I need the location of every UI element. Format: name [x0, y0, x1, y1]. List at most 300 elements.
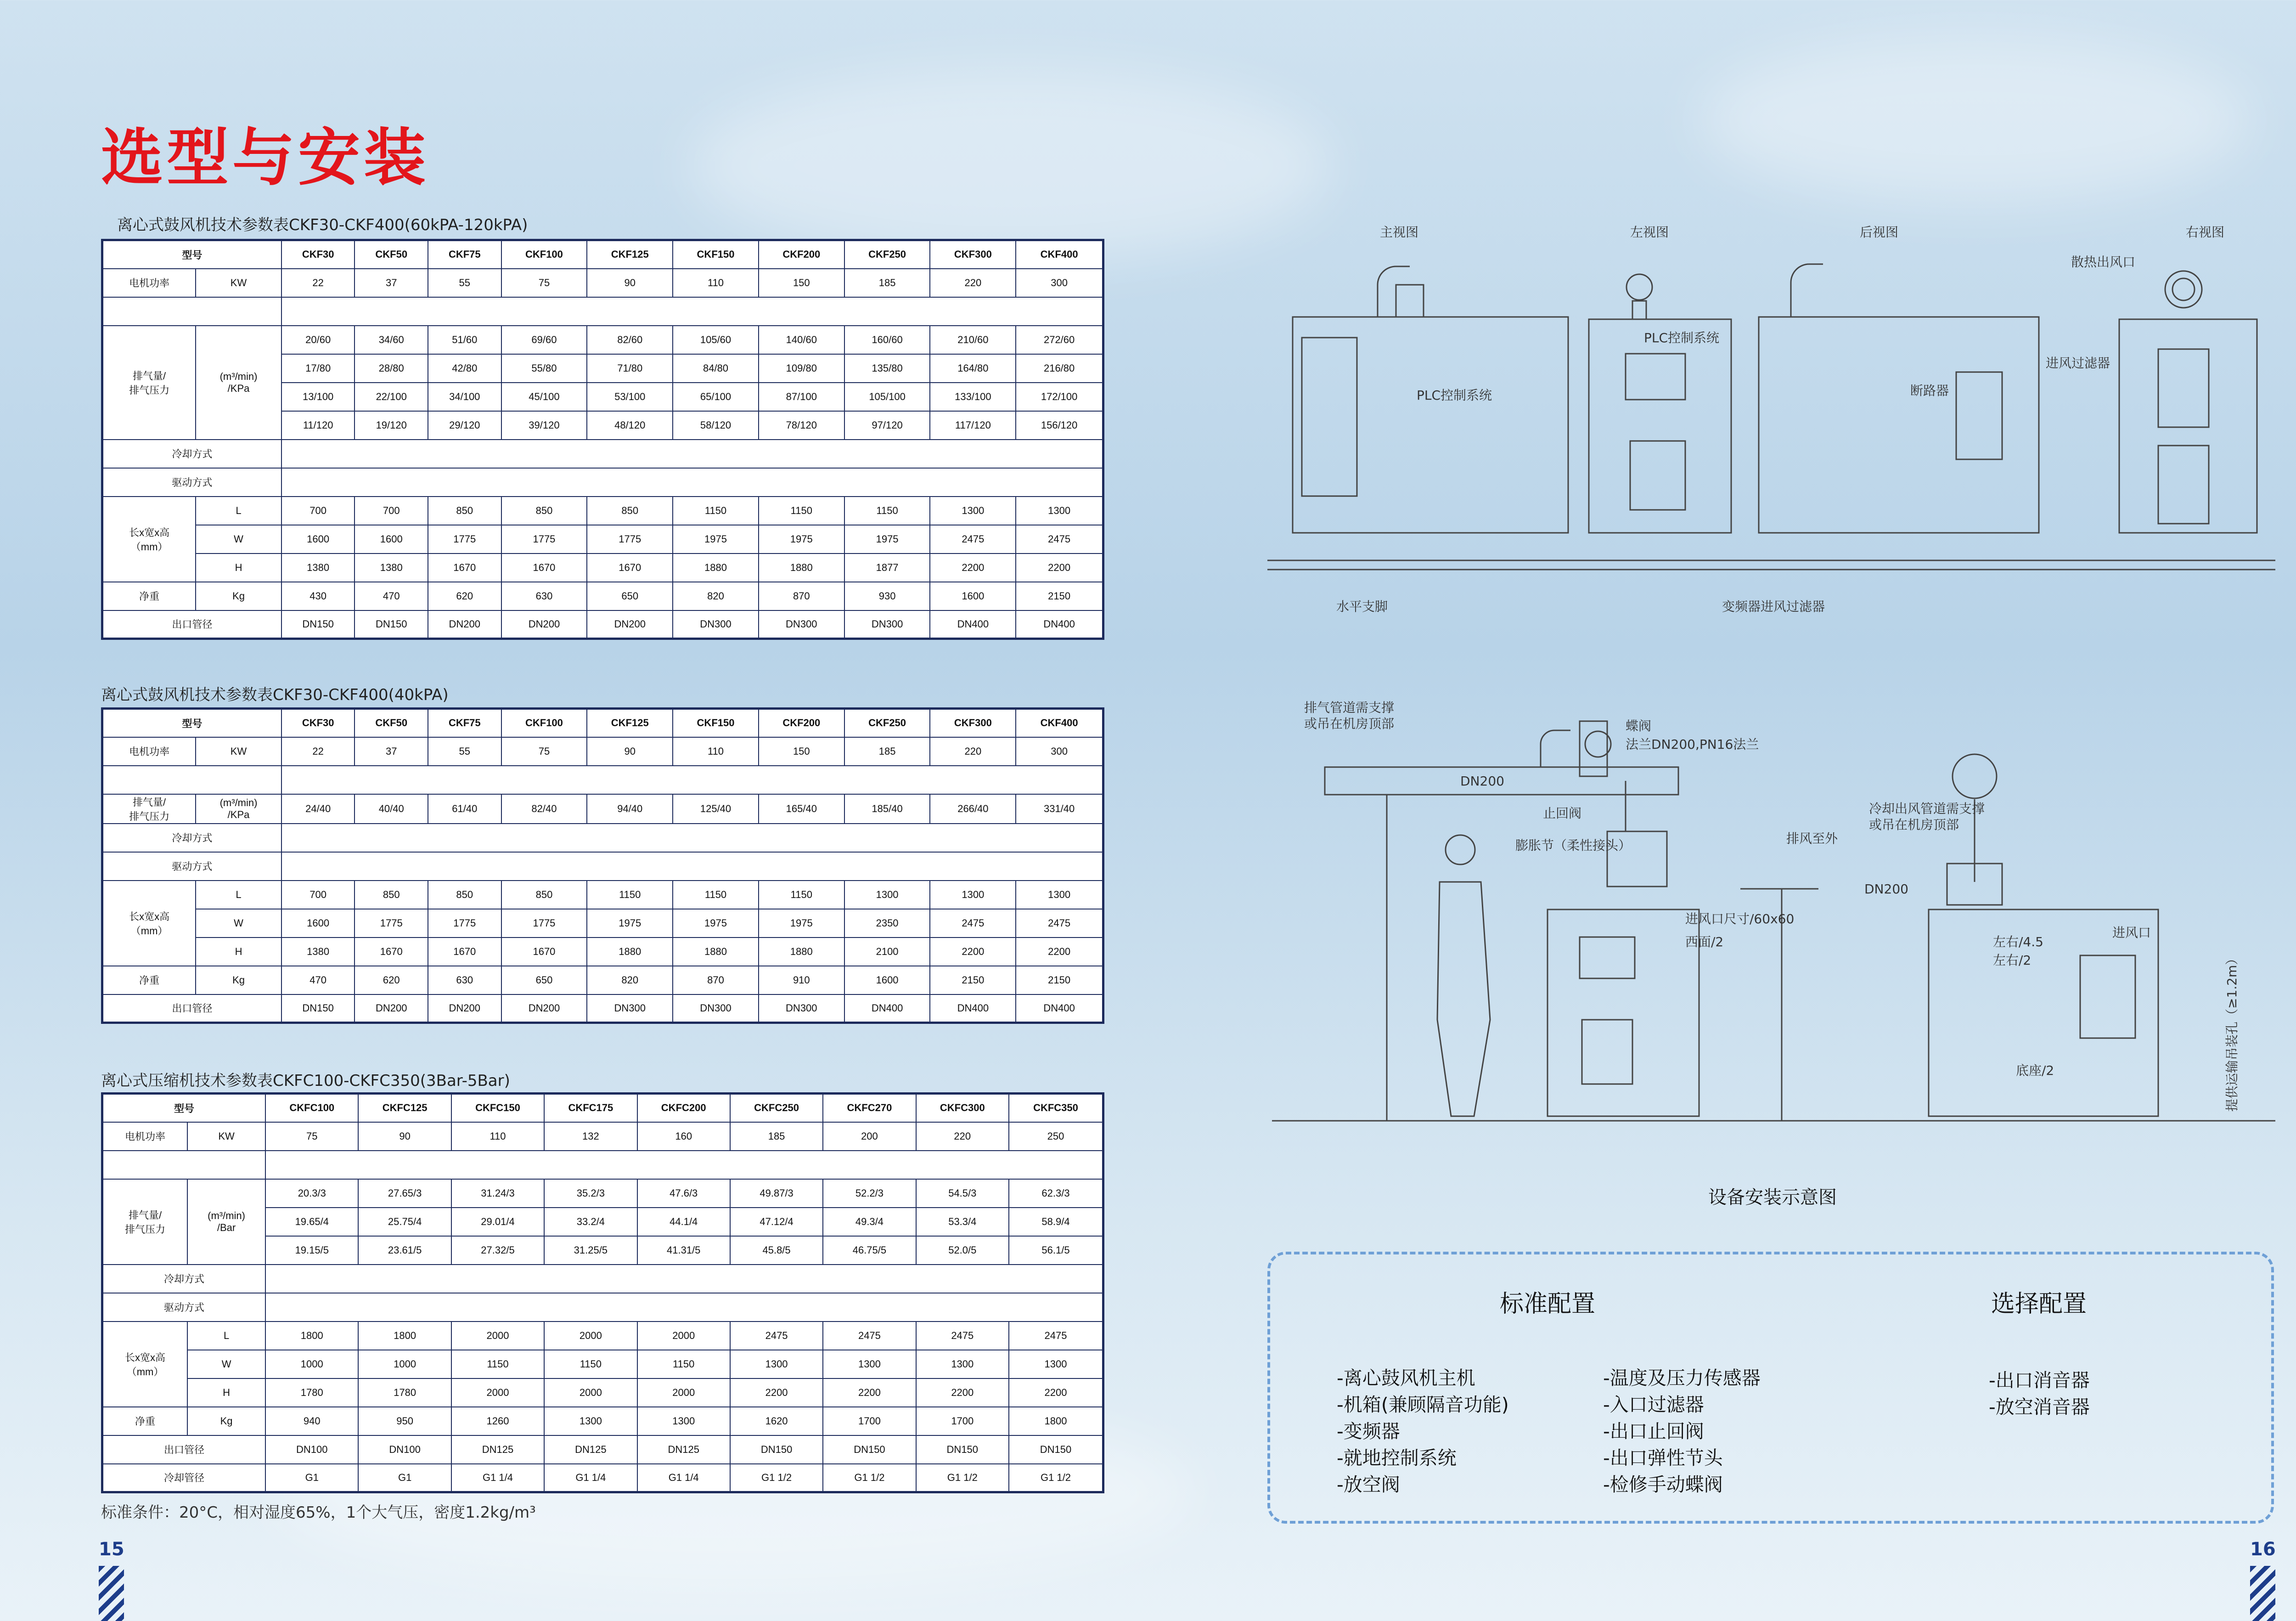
- col-header: CKF300: [930, 240, 1016, 269]
- flow-cell: 71/80: [587, 354, 673, 383]
- dimension-cell: 2200: [1016, 938, 1103, 966]
- outlet-label: 出口管径: [102, 1435, 266, 1464]
- motor-cell: 90: [587, 269, 673, 297]
- flow-label: [102, 326, 196, 440]
- dimension-cell: 1300: [1016, 497, 1103, 525]
- flow-cell: 13/100: [281, 383, 355, 411]
- outlet-cell: DN300: [759, 994, 844, 1023]
- dimension-cell: 1800: [265, 1322, 358, 1350]
- col-header: CKF30: [281, 709, 355, 737]
- weight-cell: 630: [501, 582, 587, 610]
- table-row: [102, 610, 1103, 639]
- weight-cell: 2150: [1016, 582, 1103, 610]
- flow-cell: 58/120: [673, 411, 759, 440]
- dimension-cell: 1150: [587, 881, 673, 909]
- cooling-pipe-cell: G1 1/2: [1009, 1464, 1103, 1492]
- col-header: CKF30: [281, 240, 355, 269]
- weight-cell: 630: [428, 966, 501, 994]
- cooling-label: 冷却方式: [102, 1265, 266, 1293]
- motor-cell: 55: [428, 737, 501, 766]
- flow-cell: 105/60: [673, 326, 759, 354]
- diagram-caption: 设备安装示意图: [1708, 1187, 1837, 1208]
- motor-cell: 250: [1009, 1122, 1103, 1151]
- outlet-cell: DN200: [428, 994, 501, 1023]
- outlet-cell: DN300: [587, 994, 673, 1023]
- col-header: CKFC125: [358, 1094, 451, 1122]
- label-check-valve: 止回阀: [1543, 806, 1582, 821]
- standard-config-list-2: [1603, 1365, 1761, 1498]
- flow-cell: 105/100: [844, 383, 930, 411]
- table-row: [102, 1322, 1103, 1350]
- col-header: CKF300: [930, 709, 1016, 737]
- col-header: CKF150: [673, 709, 759, 737]
- table-row: [102, 1350, 1103, 1378]
- motor-cell: 220: [916, 1122, 1009, 1151]
- flow-cell: 45/100: [501, 383, 587, 411]
- flow-cell: 117/120: [930, 411, 1016, 440]
- dimension-cell: 700: [355, 497, 428, 525]
- table-row: [102, 497, 1103, 525]
- table-row: [102, 1179, 1103, 1208]
- dimension-cell: 1150: [759, 497, 844, 525]
- table-row: [102, 766, 1103, 794]
- dimension-cell: 1670: [501, 554, 587, 582]
- motor-cell: 110: [451, 1122, 544, 1151]
- spacer-value: [281, 766, 1103, 794]
- dimension-cell: 700: [281, 881, 355, 909]
- table-row: [102, 1464, 1103, 1492]
- dimension-label: [102, 497, 196, 582]
- motor-cell: 37: [355, 737, 428, 766]
- dimension-cell: 2200: [930, 554, 1016, 582]
- flow-unit-line-2: /KPa: [227, 382, 250, 394]
- dimension-cell: 1775: [355, 909, 428, 938]
- table3-caption: 离心式压缩机技术参数表CKFC100-CKFC350(3Bar-5Bar): [101, 1072, 510, 1090]
- flow-cell: 82/60: [587, 326, 673, 354]
- dimension-cell: 1975: [673, 525, 759, 554]
- outlet-cell: DN150: [823, 1435, 916, 1464]
- dimension-label-line-1: 长x宽x高: [129, 910, 170, 922]
- col-header-model: 型号: [102, 240, 281, 269]
- outlet-cell: DN100: [265, 1435, 358, 1464]
- dimension-cell: 1880: [673, 554, 759, 582]
- col-header: CKFC200: [637, 1094, 730, 1122]
- motor-cell: 37: [355, 269, 428, 297]
- dimension-cell: 2350: [844, 909, 930, 938]
- flow-cell: 55/80: [501, 354, 587, 383]
- dimension-cell: 1150: [544, 1350, 637, 1378]
- dimension-cell: 2200: [916, 1378, 1009, 1407]
- motor-cell: 150: [759, 737, 844, 766]
- table-row: [102, 440, 1103, 468]
- dimension-cell: 1150: [451, 1350, 544, 1378]
- standard-config-title: 标准配置: [1500, 1290, 1596, 1318]
- flow-cell: 61/40: [428, 794, 501, 824]
- flow-label: [102, 1179, 188, 1265]
- spacer-value: [281, 297, 1103, 326]
- flow-cell: 47.12/4: [730, 1208, 823, 1236]
- dimension-cell: 850: [501, 497, 587, 525]
- flow-cell: 19.65/4: [265, 1208, 358, 1236]
- flow-cell: 109/80: [759, 354, 844, 383]
- outlet-cell: DN300: [759, 610, 844, 639]
- table-row: [102, 1293, 1103, 1322]
- dimension-cell: 2200: [1016, 554, 1103, 582]
- dimension-cell: 1880: [673, 938, 759, 966]
- motor-cell: 75: [501, 269, 587, 297]
- flow-cell: 51/60: [428, 326, 501, 354]
- flow-unit-line-1: (m³/min): [219, 370, 258, 382]
- standard-config-item: -离心鼓风机主机: [1337, 1367, 1475, 1389]
- dimension-cell: 1975: [759, 525, 844, 554]
- view-label-back: 后视图: [1860, 225, 1899, 240]
- flow-cell: 65/100: [673, 383, 759, 411]
- table-row: [102, 1435, 1103, 1464]
- flow-cell: 52.2/3: [823, 1179, 916, 1208]
- table1-caption: 离心式鼓风机技术参数表CKF30-CKF400(60kPA-120kPA): [117, 216, 528, 234]
- dimension-cell: 850: [428, 881, 501, 909]
- col-header: CKF400: [1016, 709, 1103, 737]
- flow-cell: 47.6/3: [637, 1179, 730, 1208]
- weight-unit: Kg: [196, 966, 281, 994]
- flow-cell: 156/120: [1016, 411, 1103, 440]
- col-header: CKFC150: [451, 1094, 544, 1122]
- cooling-pipe-cell: G1 1/4: [451, 1464, 544, 1492]
- flow-cell: 23.61/5: [358, 1236, 451, 1265]
- flow-cell: 82/40: [501, 794, 587, 824]
- standard-config-item: -温度及压力传感器: [1603, 1367, 1761, 1389]
- cooling-pipe-cell: G1: [358, 1464, 451, 1492]
- cooling-pipe-cell: G1 1/2: [823, 1464, 916, 1492]
- flow-cell: 19/120: [355, 411, 428, 440]
- flow-label-line-2: 排气压力: [125, 1223, 166, 1235]
- dimension-cell: 1775: [428, 909, 501, 938]
- col-header: CKF100: [501, 709, 587, 737]
- outlet-cell: DN400: [930, 610, 1016, 639]
- dimension-cell: 1150: [673, 497, 759, 525]
- dimension-label-line-2: （mm）: [130, 925, 168, 937]
- col-header: CKF75: [428, 709, 501, 737]
- motor-cell: 22: [281, 737, 355, 766]
- weight-cell: 470: [355, 582, 428, 610]
- outlet-cell: DN100: [358, 1435, 451, 1464]
- flow-label-line-1: 排气量/: [128, 1209, 162, 1221]
- flow-cell: 56.1/5: [1009, 1236, 1103, 1265]
- flow-cell: 41.31/5: [637, 1236, 730, 1265]
- label-flange: 法兰DN200,PN16法兰: [1626, 737, 1759, 752]
- weight-cell: 870: [759, 582, 844, 610]
- standard-config-list-1: [1337, 1365, 1509, 1498]
- weight-cell: 650: [587, 582, 673, 610]
- outlet-cell: DN200: [501, 994, 587, 1023]
- motor-cell: 300: [1016, 737, 1103, 766]
- flow-unit-line-1: (m³/min): [208, 1209, 245, 1221]
- flow-cell: 34/60: [355, 326, 428, 354]
- outlet-cell: DN400: [1016, 610, 1103, 639]
- table-row: [102, 966, 1103, 994]
- flow-cell: 272/60: [1016, 326, 1103, 354]
- flow-cell: 53/100: [587, 383, 673, 411]
- outlet-cell: DN400: [1016, 994, 1103, 1023]
- table-row: [102, 1151, 1103, 1179]
- outlet-label: 出口管径: [102, 610, 281, 639]
- dimension-cell: 2000: [451, 1322, 544, 1350]
- flow-cell: 48/120: [587, 411, 673, 440]
- weight-cell: 940: [265, 1407, 358, 1435]
- dimension-key: L: [187, 1322, 265, 1350]
- label-inlet-filter: 进风过滤器: [2046, 356, 2110, 371]
- outlet-cell: DN300: [673, 994, 759, 1023]
- flow-cell: 78/120: [759, 411, 844, 440]
- flow-cell: 19.15/5: [265, 1236, 358, 1265]
- weight-cell: 2150: [1016, 966, 1103, 994]
- weight-cell: 820: [587, 966, 673, 994]
- weight-cell: 1700: [823, 1407, 916, 1435]
- flow-cell: 28/80: [355, 354, 428, 383]
- drive-label: 驱动方式: [102, 1293, 266, 1322]
- flow-cell: 35.2/3: [544, 1179, 637, 1208]
- label-west-side: 西面/2: [1685, 934, 1724, 949]
- flow-label: [102, 794, 196, 824]
- col-header: CKF75: [428, 240, 501, 269]
- flow-cell: 125/40: [673, 794, 759, 824]
- flow-cell: 97/120: [844, 411, 930, 440]
- dimension-cell: 2475: [823, 1322, 916, 1350]
- back-view-unit: [1759, 264, 2039, 533]
- spec-table-3: [101, 1092, 1104, 1493]
- label-exhaust-support-1: 排气管道需支撑: [1304, 700, 1395, 715]
- outlet-cell: DN150: [281, 610, 355, 639]
- flow-cell: 135/80: [844, 354, 930, 383]
- dimension-cell: 2200: [930, 938, 1016, 966]
- label-cooling-support-2: 或吊在机房顶部: [1869, 817, 1959, 832]
- flow-cell: 42/80: [428, 354, 501, 383]
- drive-value: [265, 1293, 1103, 1322]
- cooling-value: [265, 1265, 1103, 1293]
- standard-config-item: -入口过滤器: [1603, 1394, 1704, 1416]
- table-row: [102, 909, 1103, 938]
- dimension-cell: 700: [281, 497, 355, 525]
- weight-cell: 2150: [930, 966, 1016, 994]
- motor-cell: 220: [930, 269, 1016, 297]
- table-row: [102, 1407, 1103, 1435]
- standard-config-item: -机箱(兼顾隔音功能): [1337, 1394, 1509, 1416]
- standard-config-item: -放空阀: [1337, 1474, 1400, 1496]
- dimension-cell: 1800: [358, 1322, 451, 1350]
- outlet-cell: DN200: [428, 610, 501, 639]
- weight-cell: 620: [355, 966, 428, 994]
- dimension-cell: 2000: [544, 1322, 637, 1350]
- weight-cell: 1300: [544, 1407, 637, 1435]
- outlet-cell: DN400: [844, 994, 930, 1023]
- flow-cell: 17/80: [281, 354, 355, 383]
- flow-label-line-1: 排气量/: [133, 370, 166, 382]
- flow-unit-line-2: /Bar: [217, 1221, 236, 1233]
- dimension-cell: 2475: [930, 525, 1016, 554]
- motor-cell: 75: [501, 737, 587, 766]
- drive-label: 驱动方式: [102, 468, 281, 497]
- dimension-cell: 2475: [1016, 909, 1103, 938]
- dimension-cell: 2100: [844, 938, 930, 966]
- dimension-cell: 1300: [930, 881, 1016, 909]
- flow-cell: 331/40: [1016, 794, 1103, 824]
- label-inlet: 进风口: [2112, 925, 2151, 940]
- optional-config-item: -出口消音器: [1989, 1369, 2090, 1391]
- motor-cell: 132: [544, 1122, 637, 1151]
- label-exhaust-out: 排风至外: [1786, 831, 1838, 846]
- optional-config-title: 选择配置: [1991, 1290, 2087, 1318]
- outlet-cell: DN150: [730, 1435, 823, 1464]
- table-row: [102, 554, 1103, 582]
- dimension-cell: 1775: [428, 525, 501, 554]
- dimension-key: L: [196, 881, 281, 909]
- standard-conditions-note: 标准条件：20°C，相对湿度65%，1个大气压，密度1.2kg/m³: [101, 1503, 536, 1522]
- dimension-cell: 1975: [587, 909, 673, 938]
- outlet-cell: DN200: [355, 994, 428, 1023]
- weight-cell: 620: [428, 582, 501, 610]
- flow-cell: 40/40: [355, 794, 428, 824]
- col-header: CKF150: [673, 240, 759, 269]
- table-row: [102, 269, 1103, 297]
- motor-cell: 110: [673, 269, 759, 297]
- right-view-unit: [2119, 271, 2257, 533]
- table-row: [102, 582, 1103, 610]
- drive-value: [281, 852, 1103, 881]
- dimension-cell: 1670: [428, 554, 501, 582]
- dimension-label-line-1: 长x宽x高: [129, 526, 170, 538]
- dimension-cell: 1600: [281, 909, 355, 938]
- cooling-label: 冷却方式: [102, 440, 281, 468]
- dimension-cell: 1975: [673, 909, 759, 938]
- flow-cell: 44.1/4: [637, 1208, 730, 1236]
- motor-unit: KW: [196, 269, 281, 297]
- label-exhaust-support-2: 或吊在机房顶部: [1304, 716, 1395, 731]
- dimension-cell: 2000: [451, 1378, 544, 1407]
- dimension-cell: 850: [428, 497, 501, 525]
- dimension-key: H: [196, 938, 281, 966]
- col-header: CKF50: [355, 240, 428, 269]
- table-row: [102, 1122, 1103, 1151]
- flow-cell: 62.3/3: [1009, 1179, 1103, 1208]
- page-number-right: 16: [2250, 1539, 2276, 1560]
- label-cooling-support-1: 冷却出风管道需支撑: [1869, 801, 1985, 816]
- cooling-pipe-cell: G1 1/2: [916, 1464, 1009, 1492]
- dimension-cell: 1780: [265, 1378, 358, 1407]
- flow-cell: 29/120: [428, 411, 501, 440]
- col-header: CKF125: [587, 240, 673, 269]
- col-header: CKFC270: [823, 1094, 916, 1122]
- flow-cell: 94/40: [587, 794, 673, 824]
- flow-cell: 133/100: [930, 383, 1016, 411]
- flow-unit-line-1: (m³/min): [219, 796, 258, 808]
- dimension-cell: 2475: [930, 909, 1016, 938]
- dimension-label-line-2: （mm）: [130, 541, 168, 553]
- col-header: CKFC100: [265, 1094, 358, 1122]
- weight-cell: 430: [281, 582, 355, 610]
- cooling-label: 冷却方式: [102, 824, 281, 852]
- label-plc-1: PLC控制系统: [1417, 388, 1492, 403]
- spec-table-1: [101, 239, 1104, 640]
- dimension-cell: 1975: [844, 525, 930, 554]
- dimension-cell: 2475: [916, 1322, 1009, 1350]
- standard-config-item: -出口弹性节头: [1603, 1447, 1723, 1469]
- label-inverter-filter: 变频器进风过滤器: [1722, 599, 1825, 614]
- flow-cell: 39/120: [501, 411, 587, 440]
- weight-label: 净重: [102, 1407, 188, 1435]
- page-stripe-left: [99, 1566, 124, 1621]
- dimension-cell: 1780: [358, 1378, 451, 1407]
- label-left-right-2: 左右/2: [1993, 953, 2032, 968]
- flow-cell: 84/80: [673, 354, 759, 383]
- dimension-cell: 1775: [501, 909, 587, 938]
- table-row: [102, 297, 1103, 326]
- flow-cell: 45.8/5: [730, 1236, 823, 1265]
- motor-unit: KW: [196, 737, 281, 766]
- col-header: CKF100: [501, 240, 587, 269]
- cooling-value: [281, 440, 1103, 468]
- col-header-model: 型号: [102, 1094, 266, 1122]
- flow-cell: 160/60: [844, 326, 930, 354]
- cooling-pipe-cell: G1 1/4: [544, 1464, 637, 1492]
- weight-cell: 1700: [916, 1407, 1009, 1435]
- flow-cell: 24/40: [281, 794, 355, 824]
- col-header: CKFC250: [730, 1094, 823, 1122]
- col-header: CKFC300: [916, 1094, 1009, 1122]
- flow-unit: [196, 326, 281, 440]
- dimension-cell: 1775: [587, 525, 673, 554]
- weight-cell: 1600: [844, 966, 930, 994]
- cooling-pipe-label: 冷却管径: [102, 1464, 266, 1492]
- flow-cell: 27.65/3: [358, 1179, 451, 1208]
- optional-config-item: -放空消音器: [1989, 1396, 2090, 1418]
- motor-cell: 90: [587, 737, 673, 766]
- dimension-cell: 1300: [730, 1350, 823, 1378]
- table-row: [102, 240, 1103, 269]
- outlet-cell: DN300: [673, 610, 759, 639]
- cooling-pipe-cell: G1 1/4: [637, 1464, 730, 1492]
- dimension-key: W: [196, 525, 281, 554]
- spacer-label: [102, 297, 281, 326]
- col-header: CKF50: [355, 709, 428, 737]
- outlet-cell: DN125: [544, 1435, 637, 1464]
- dimension-label: [102, 1322, 188, 1407]
- flow-cell: 165/40: [759, 794, 844, 824]
- dimension-key: H: [187, 1378, 265, 1407]
- flow-cell: 46.75/5: [823, 1236, 916, 1265]
- weight-cell: 820: [673, 582, 759, 610]
- flow-cell: 54.5/3: [916, 1179, 1009, 1208]
- weight-unit: Kg: [196, 582, 281, 610]
- config-box: [1267, 1252, 2274, 1524]
- outlet-cell: DN125: [451, 1435, 544, 1464]
- label-level-foot: 水平支脚: [1336, 599, 1388, 614]
- table-row: [102, 1094, 1103, 1122]
- table-row: [102, 1265, 1103, 1293]
- dimension-cell: 1300: [1009, 1350, 1103, 1378]
- weight-cell: 910: [759, 966, 844, 994]
- dimension-cell: 1880: [759, 554, 844, 582]
- view-label-right: 右视图: [2186, 225, 2225, 240]
- spacer-label: [102, 1151, 266, 1179]
- outlet-cell: DN400: [930, 994, 1016, 1023]
- dimension-key: H: [196, 554, 281, 582]
- cooling-value: [281, 824, 1103, 852]
- label-butterfly-valve: 蝶阀: [1626, 718, 1652, 734]
- weight-cell: 870: [673, 966, 759, 994]
- outlet-cell: DN150: [281, 994, 355, 1023]
- flow-cell: 34/100: [428, 383, 501, 411]
- table-row: [102, 737, 1103, 766]
